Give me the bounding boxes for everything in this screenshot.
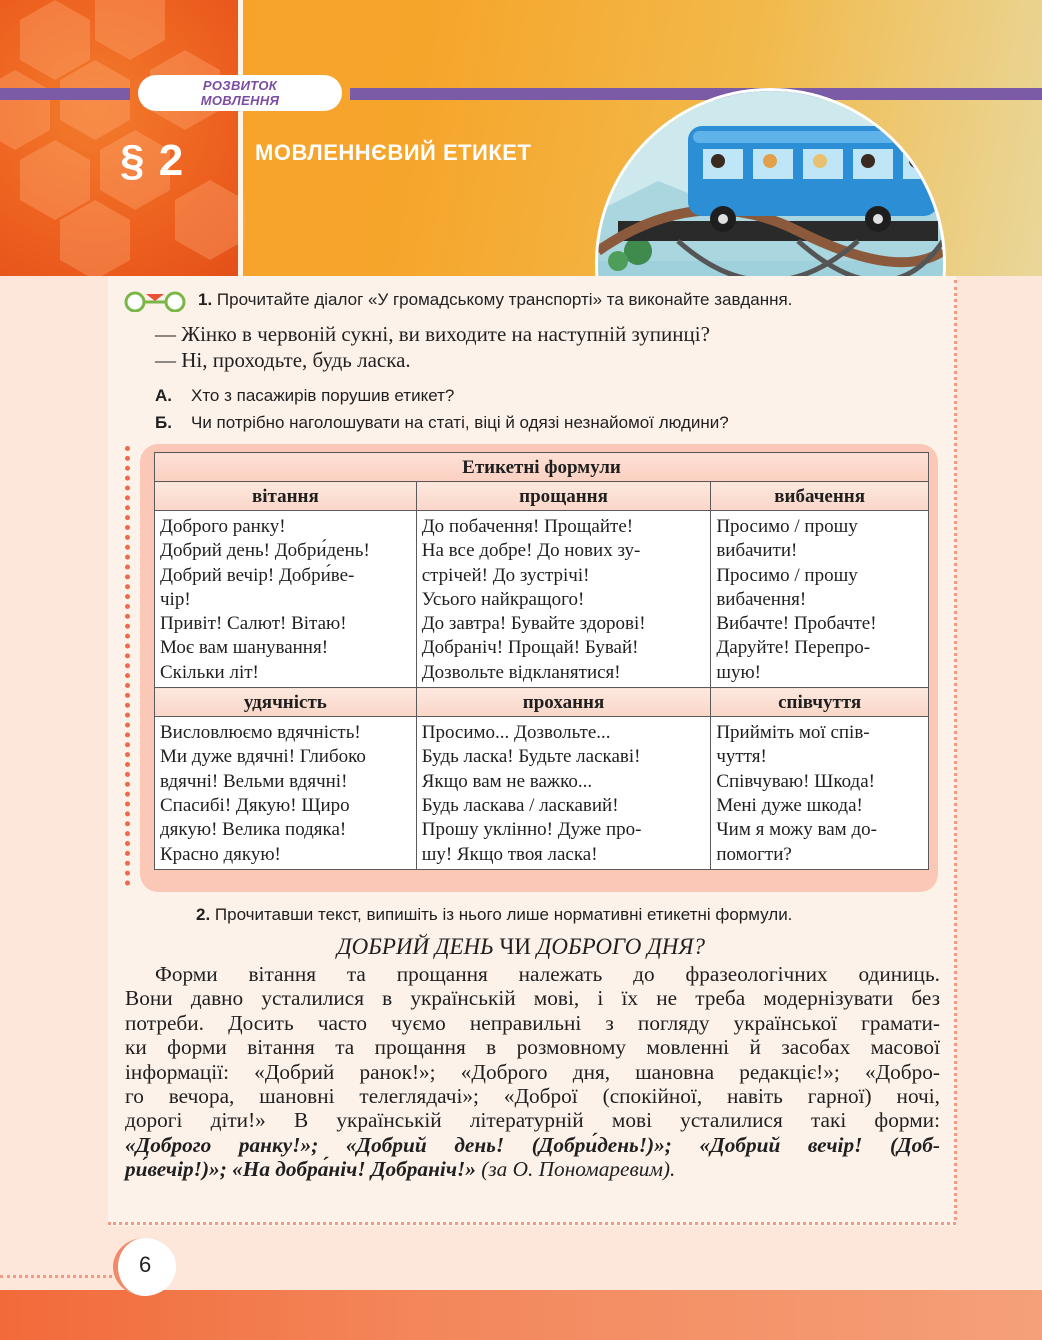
bottom-dotted-border [108,1222,956,1225]
right-dotted-border [954,280,957,1220]
text-title-part1: ДОБРИЙ ДЕНЬ [337,934,494,959]
cell-line: Даруйте! Перепро- [716,637,871,659]
section-tag-line1: РОЗВИТОК [202,78,278,93]
question-a-text: Хто з пасажирів порушив етикет? [191,386,455,405]
cell-line: стрічей! До зустрічі! [421,564,590,586]
cell-sympathy [711,717,929,870]
bus-illustration [595,88,946,276]
cell-line: вдячні! Вельми вдячні! [160,770,348,792]
header-stripe-right [350,88,1042,100]
header-stripe-left [0,88,130,100]
header-greeting: вітання [155,482,417,511]
header-sympathy: співчуття [711,688,929,717]
header-gratitude: удячність [155,688,417,717]
text-attribution: (за О. Пономаревим). [475,1157,676,1182]
text-last-bold: ри́вечір!)»; «На добра́ніч! Добраніч!» [125,1157,476,1182]
question-b-text: Чи потрібно наголошувати на статі, віці й одязі незнайомої людини? [191,413,729,432]
page-number: 6 [139,1252,152,1277]
cell-line: дякую! Велика подяка! [160,819,347,841]
cell-line: шую! [716,661,761,683]
question-b [155,413,729,433]
cell-line: Якщо вам не важко... [421,770,593,792]
task1-instruction [198,290,792,310]
header-request: прохання [416,688,711,717]
cell-line: шу! Якщо твоя ласка! [421,843,598,865]
header-apology: вибачення [711,482,929,511]
task2-instruction [196,905,792,925]
dialog-line-1: — Жінко в червоній сукні, ви виходите на наступній зупинці? [155,322,710,346]
cell-line: вибачення! [716,588,807,610]
header-separator [238,0,243,276]
cell-line: Красно дякую! [160,843,281,865]
question-b-letter: Б. [155,413,172,432]
section-tag [138,75,342,111]
cell-line: Мені дуже шкода! [716,794,863,816]
cell-line: Чим я можу вам до- [716,819,877,841]
cell-farewell [416,511,711,688]
text-line: Вони давно усталилися в українській мові, і їх не треба модернізувати без [125,986,940,1011]
task1-text: Прочитайте діалог «У громадському транспорті» та виконайте завдання. [216,290,793,309]
cell-line: Дозвольте відкланятися! [421,661,621,683]
cell-line: Прошу уклінно! Дуже про- [421,819,642,841]
cell-line: До завтра! Бувайте здорові! [421,613,646,635]
cell-line: Ми дуже вдячні! Глибоко [160,746,366,768]
task2-number: 2. [196,905,211,924]
text-line: ки форми вітання та прощання в розмовному мовленні й засобах масової [125,1035,940,1060]
cell-line: Добрий день! Добри́день! [160,540,370,562]
cell-line: вибачити! [716,540,798,562]
task1-number: 1. [198,290,213,309]
cell-line: Доброго ранку! [160,516,286,537]
header-farewell: прощання [416,482,711,511]
table-caption: Етикетні формули [155,453,929,482]
cell-line: Будь ласкава / ласкавий! [421,794,619,816]
paragraph-number: § 2 [120,136,185,185]
task-icon [124,290,186,317]
text-line: го вечора, шановні телеглядачі»; «Доброї (спокійної, навіть гарної) ночі, [125,1084,940,1109]
text-title-mid: ЧИ [493,934,537,959]
cell-line: Висловлюємо вдячність! [160,722,361,744]
text-line: Форми вітання та прощання належать до фразеологічних одиниць. [155,962,940,986]
cell-line: Привіт! Салют! Вітаю! [160,613,347,635]
footer-band [0,1290,1042,1340]
cell-line: чуття! [716,746,767,768]
text-last-line [125,1157,940,1181]
cell-line: Просимо / прошу [716,564,858,586]
table-side-dots [125,446,130,886]
question-a [155,386,454,406]
cell-line: чір! [160,588,191,610]
section-tag-line2: МОВЛЕННЯ [200,93,280,108]
text-title [0,934,1042,960]
cell-line: Співчуваю! Шкода! [716,770,875,792]
task2-text: Прочитавши текст, випишіть із нього лише нормативні етикетні формули. [214,905,793,924]
cell-line: Добрий вечір! Добри́ве- [160,564,355,586]
cell-line: Просимо / прошу [716,516,858,537]
cell-line: Просимо... Дозвольте... [421,722,611,744]
header-hex-panel [0,0,238,276]
text-line: «Доброго ранку!»; «Добрий день! (Добри́день!)»; «Добрий вечір! (Доб- [125,1132,940,1157]
text-line: потреби. Досить часто чуємо неправильні з погляду української грамати- [125,1010,940,1035]
cell-line: Будь ласка! Будьте ласкаві! [421,746,641,768]
cell-line: Вибачте! Пробачте! [716,613,877,635]
text-title-part2: ДОБРОГО ДНЯ? [536,934,705,959]
cell-apology [711,511,929,688]
cell-line: До побачення! Прощайте! [421,516,634,537]
cell-request [416,717,711,870]
text-line: інформації: «Добрий ранок!»; «Доброго дня, шановна редакціє!»; «Добро- [125,1059,940,1084]
cell-line: Добраніч! Прощай! Бувай! [421,637,639,659]
cell-gratitude [155,717,417,870]
chapter-header [0,0,1042,276]
page-title: МОВЛЕННЄВИЙ ЕТИКЕТ [255,140,532,165]
dialog-line-2: — Ні, проходьте, будь ласка. [155,348,411,372]
text-line: дорогі діти!» В українській літературній мові усталилися такі форми: [125,1108,940,1133]
cell-line: Прийміть мої спів- [716,722,870,744]
cell-line: Спасибі! Дякую! Щиро [160,794,350,816]
etiquette-table [154,452,929,870]
question-a-letter: А. [155,386,172,405]
text-body [125,962,940,1182]
cell-line: На все добре! До нових зу- [421,540,641,562]
cell-line: Усього найкращого! [421,588,585,610]
footer-dotted-line [0,1275,130,1278]
cell-line: Моє вам шанування! [160,637,329,659]
cell-greeting [155,511,417,688]
cell-line: Скільки літ! [160,661,259,683]
cell-line: помогти? [716,843,792,865]
